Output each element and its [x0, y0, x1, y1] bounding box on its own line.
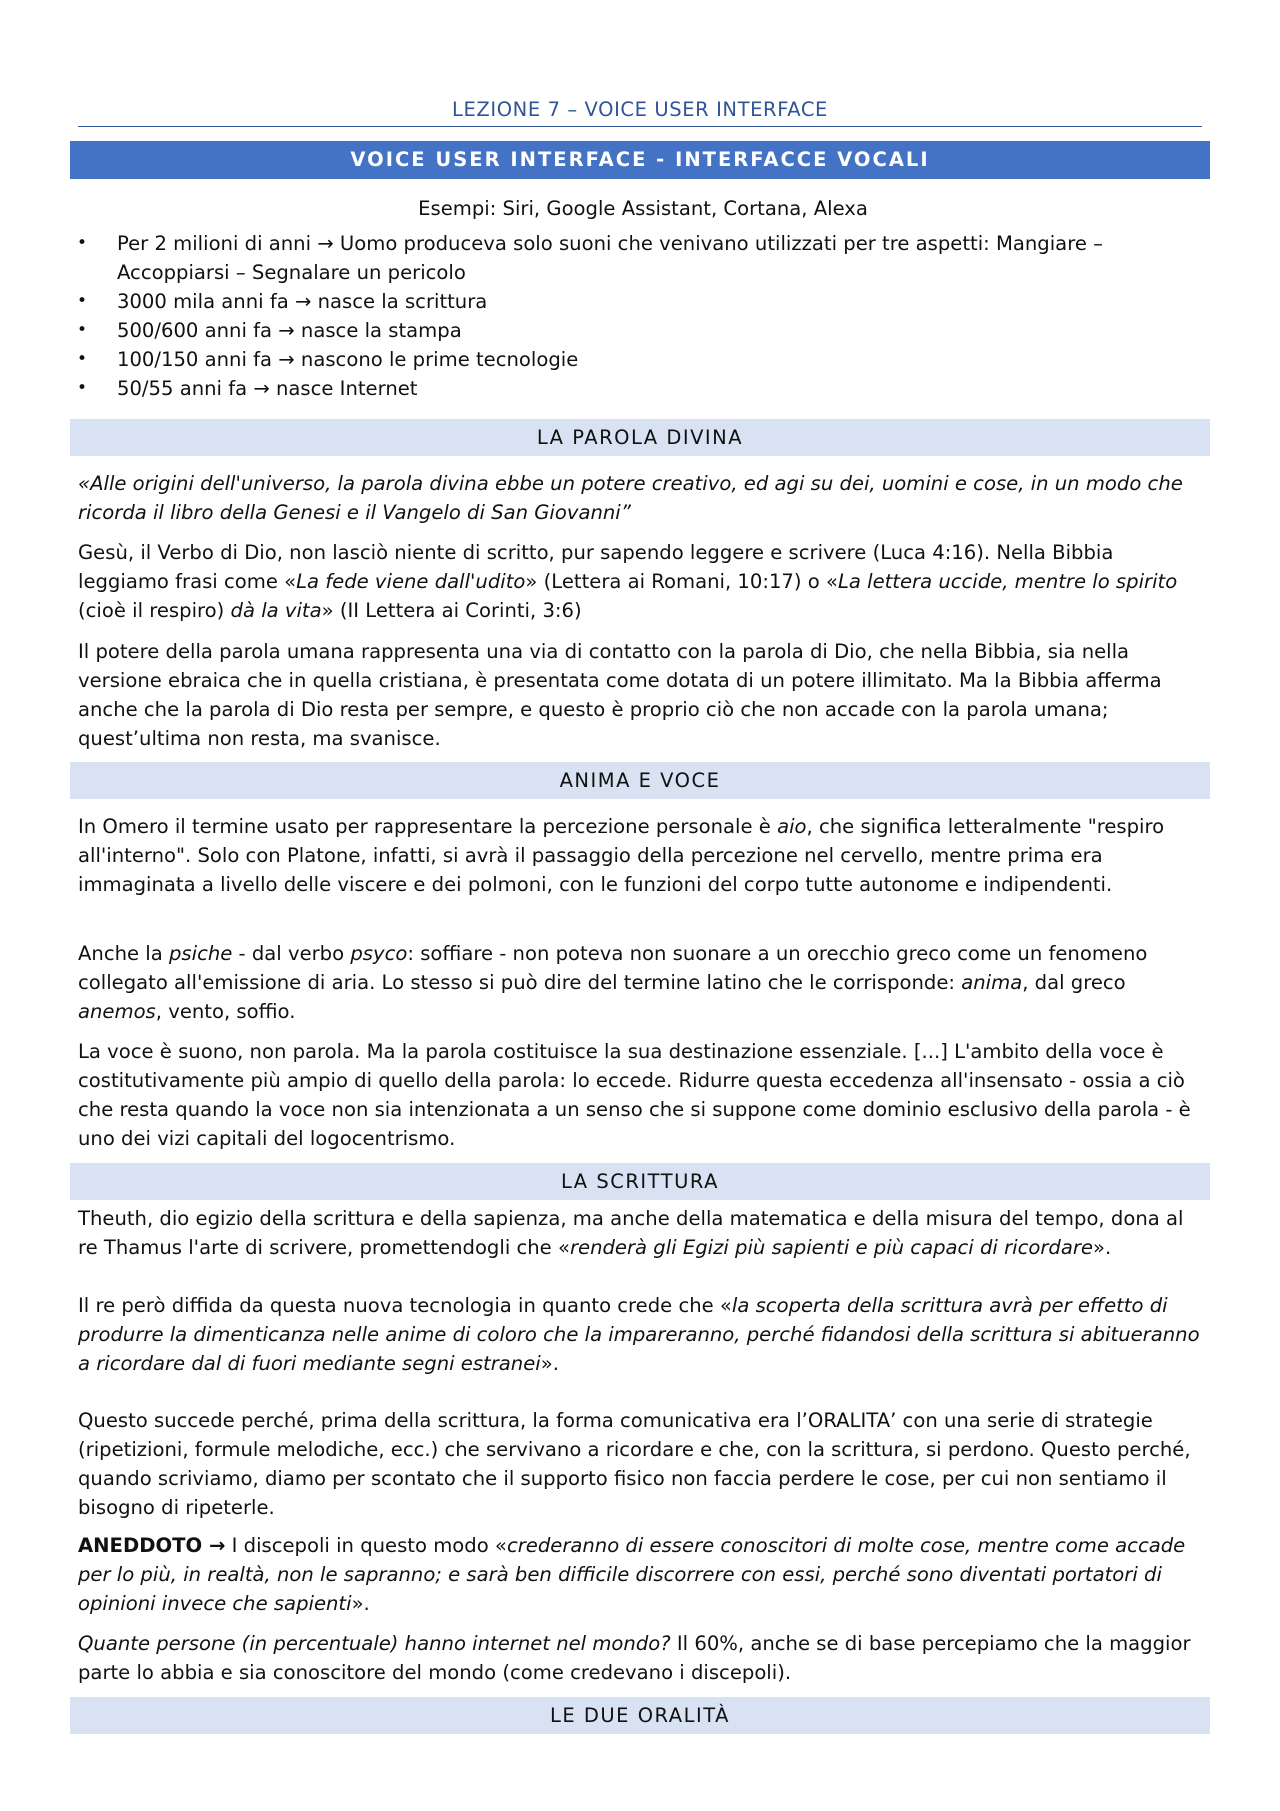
scrittura-paragraph-3: Questo succede perché, prima della scrittura, la forma comunicativa era l’ORALITA’ con una serie di strategie (ripetizioni, formule melodiche, ecc.) che servivano a ricordare e che, con la scrittura, si perdono. Questo perché, quando scriviamo, diamo per scontato che il supporto fisico non faccia perdere le cose, per cui non sentiamo il bisogno di ripeterle. [78, 1409, 1191, 1519]
bullet-icon: • [77, 320, 88, 340]
list-item: • 500/600 anni fa → nasce la stampa [78, 316, 1208, 345]
bullet-icon: • [77, 291, 88, 311]
anima-voce-paragraph-3: La voce è suono, non parola. Ma la parola costituisce la sua destinazione essenziale. [...] L'ambito della voce è costitutivamente più ampio di quello della parola: lo eccede. Ridurre questa eccedenza all'insensato - ossia a ciò che resta quando la voce non sia intenzionata a un senso che si suppone come dominio esclusivo della parola - è uno dei vizi capitali del logocentrismo. [78, 1040, 1191, 1150]
parola-divina-quote: «Alle origini dell'universo, la parola divina ebbe un potere creativo, ed agi su dei, uomini e cose, in un modo che ricorda il libro della Genesi e il Vangelo di San Giovanni” [78, 472, 1183, 524]
anima-voce-paragraph-1: In Omero il termine usato per rappresentare la percezione personale è aio, che significa letteralmente "respiro all'interno". Solo con Platone, infatti, si avrà il passaggio della percezione nel cervello, mentre prima era immaginata a livello delle viscere e dei polmoni, con le funzioni del corpo tutte autonome e indipendenti. [78, 815, 1165, 896]
section-heading-due-oralita: LE DUE ORALITÀ [70, 1697, 1210, 1734]
anima-voce-paragraph-2: Anche la psiche - dal verbo psyco: soffiare - non poteva non suonare a un orecchio greco come un fenomeno collegato all'emissione di aria. Lo stesso si può dire del termine latino che le corrisponde: anima, dal greco anemos, vento, soffio. [78, 942, 1148, 1023]
list-item: • Per 2 milioni di anni → Uomo produceva solo suoni che venivano utilizzati per tre aspetti: Mangiare – Accoppiarsi – Segnalare un pericolo [78, 229, 1208, 287]
parola-divina-paragraph-2: Gesù, il Verbo di Dio, non lasciò niente di scritto, pur sapendo leggere e scrivere (Luca 4:16). Nella Bibbia leggiamo frasi come «La fede viene dall'udito» (Lettera ai Romani, 10:17) o «La lettera uccide, mentre lo spirito (cioè il respiro) dà la vita» (II Lettera ai Corinti, 3:6) [78, 541, 1178, 622]
section-heading-anima-voce: ANIMA E VOCE [70, 762, 1210, 799]
scrittura-aneddoto: ANEDDOTO → I discepoli in questo modo «crederanno di essere conoscitori di molte cose, mentre come accade per lo più, in realtà, non le sapranno; e sarà ben difficile discorrere con essi, perché sono diventati portatori di opinioni invece che sapienti». [78, 1534, 1186, 1615]
history-bullet-list [78, 229, 1208, 403]
bullet-icon: • [77, 378, 88, 398]
section-heading-parola-divina: LA PAROLA DIVINA [70, 419, 1210, 456]
section-heading-scrittura: LA SCRITTURA [70, 1163, 1210, 1200]
bullet-icon: • [77, 349, 88, 369]
page-header-title: LEZIONE 7 – VOICE USER INTERFACE [452, 98, 828, 121]
list-item: • 100/150 anni fa → nascono le prime tecnologie [78, 345, 1208, 374]
list-item: • 3000 mila anni fa → nasce la scrittura [78, 287, 1208, 316]
scrittura-paragraph-2: Il re però diffida da questa nuova tecnologia in quanto crede che «la scoperta della scrittura avrà per effetto di produrre la dimenticanza nelle anime di coloro che la impareranno, perché fidandosi della scrittura si abitueranno a ricordare dal di fuori mediante segni estranei». [78, 1294, 1200, 1375]
bullet-icon: • [77, 233, 88, 253]
scrittura-question: Quante persone (in percentuale) hanno internet nel mondo? Il 60%, anche se di base percepiamo che la maggior parte lo abbia e sia conoscitore del mondo (come credevano i discepoli). [78, 1632, 1191, 1684]
list-item: • 50/55 anni fa → nasce Internet [78, 374, 1208, 403]
parola-divina-paragraph-3: Il potere della parola umana rappresenta una via di contatto con la parola di Dio, che nella Bibbia, sia nella versione ebraica che in quella cristiana, è presentata come dotata di un potere illimitato. Ma la Bibbia afferma anche che la parola di Dio resta per sempre, e questo è proprio ciò che non accade con la parola umana; quest’ultima non resta, ma svanisce. [78, 640, 1162, 750]
examples-line: Esempi: Siri, Google Assistant, Cortana, Alexa [418, 197, 868, 220]
main-section-heading: VOICE USER INTERFACE - INTERFACCE VOCALI [70, 141, 1210, 179]
header-divider [78, 126, 1202, 127]
scrittura-paragraph-1: Theuth, dio egizio della scrittura e della sapienza, ma anche della matematica e della misura del tempo, dona al re Thamus l'arte di scrivere, promettendogli che «renderà gli Egizi più sapienti e più capaci di ricordare». [78, 1207, 1184, 1259]
